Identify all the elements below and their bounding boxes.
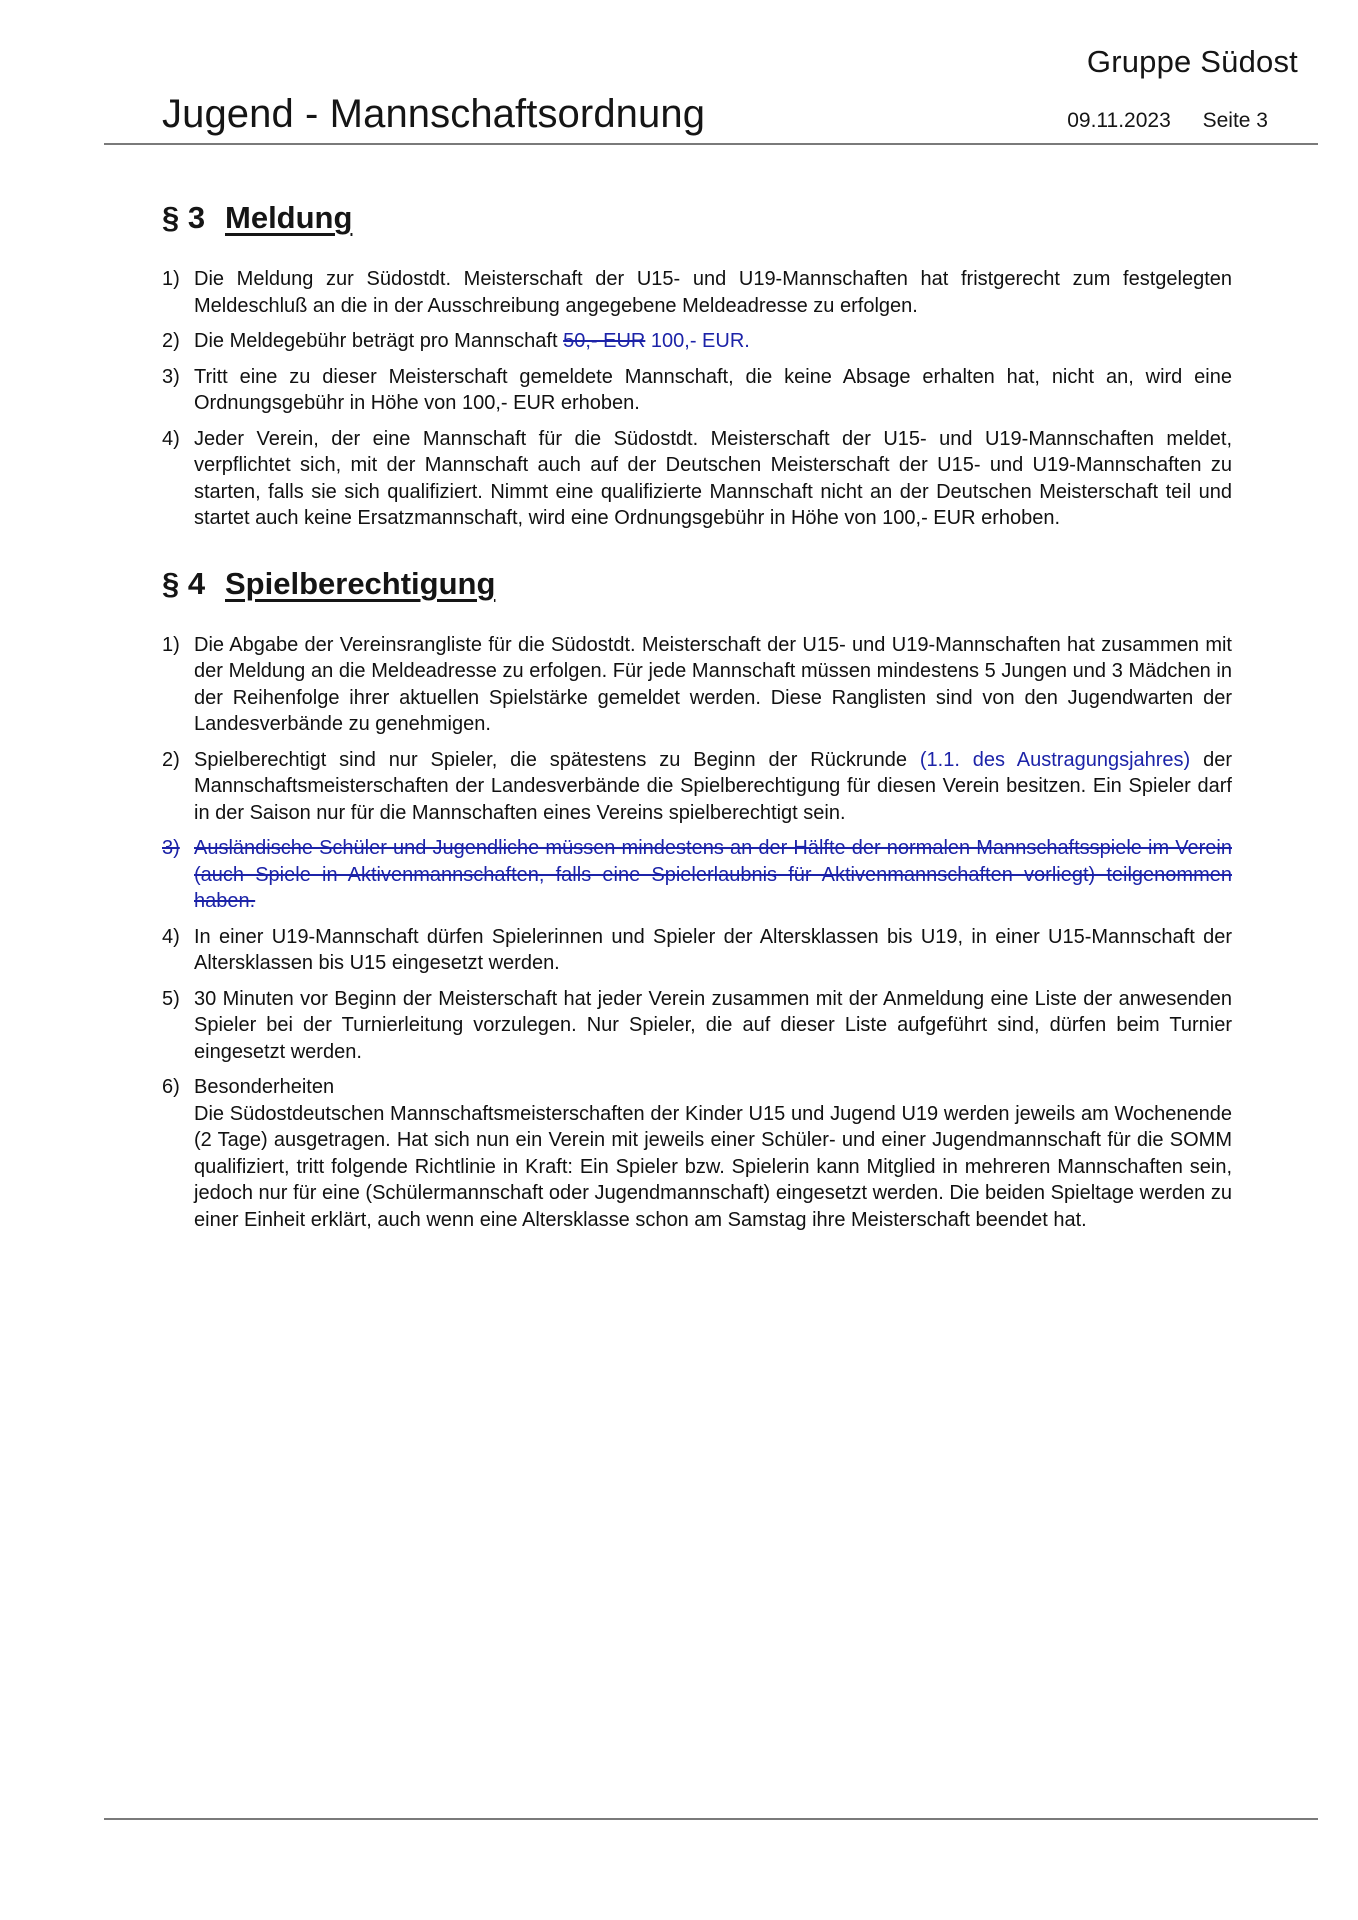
clause-item <box>162 632 1232 738</box>
paragraph-symbol: § 4 <box>162 565 206 601</box>
clause-item <box>162 747 1232 827</box>
clause-item <box>162 1074 1232 1233</box>
clause-text-before: Die Meldegebühr beträgt pro Mannschaft <box>194 330 564 352</box>
footer-divider <box>104 1818 1318 1820</box>
clause-number: 4) <box>162 427 180 450</box>
clause-number: 4) <box>162 925 180 948</box>
clause-number: 2) <box>162 330 180 352</box>
clause-number: 3) <box>162 837 180 859</box>
clause-item <box>162 328 1232 355</box>
clause-item <box>162 266 1232 319</box>
section-heading <box>162 200 1232 244</box>
section-heading <box>162 566 1232 610</box>
clause-subheading: Besonderheiten <box>194 1076 335 1098</box>
paragraph-symbol: § 3 <box>162 200 206 235</box>
clause-text: Die Abgabe der Vereinsrangliste für die Südostdt. Meisterschaft der U15- und U19-Mannschaften hat zusammen mit der Meldung an die Meldeadresse zu erfolgen. Für jede Mannschaft müssen mindestens 5 Jungen und 3 Mädchen in der Reihenfolge ihrer aktuellen Spielstärke gemeldet werden. Diese Ranglisten sind von den Jugendwarten der Landesverbände zu genehmigen. <box>194 633 1232 735</box>
clause-number: 1) <box>162 268 180 290</box>
clause-body <box>194 1074 1232 1233</box>
clause-text: Die Meldung zur Südostdt. Meisterschaft der U15- und U19-Mannschaften hat fristgerecht zum festgelegten Meldeschluß an die in der Ausschreibung angegebene Meldeadresse zu erfolgen. <box>194 268 1232 317</box>
clause-text: Die Südostdeutschen Mannschaftsmeisterschaften der Kinder U15 und Jugend U19 werden jeweils am Wochenende (2 Tage) ausgetragen. Hat sich nun ein Verein mit jeweils einer Schüler- und einer Jugendmannschaft für die SOMM qualifiziert, tritt folgende Richtlinie in Kraft: Ein Spieler bzw. Spielerin kann Mitglied in mehreren Mannschaften sein, jedoch nur für eine (Schülermannschaft oder Jugendmannschaft) eingesetzt werden. Die beiden Spieltage werden zu einer Einheit erklärt, auch wenn eine Altersklasse schon am Samstag ihre Meisterschaft beendet hat. <box>194 1102 1232 1231</box>
clause-number: 1) <box>162 633 180 656</box>
page-header <box>0 0 1358 150</box>
inserted-revision: 100,- EUR. <box>645 330 750 352</box>
clause-number: 2) <box>162 748 180 771</box>
section-meldung <box>162 200 1232 532</box>
clause-number: 6) <box>162 1076 180 1098</box>
clause-text <box>194 747 1232 827</box>
header-divider <box>104 143 1318 145</box>
inserted-revision: (1.1. des Austragungsjahres) <box>919 748 1191 771</box>
clause-text-before: Spielberechtigt sind nur Spieler, die spätestens zu Beginn der Rückrunde <box>194 748 920 771</box>
document-body <box>162 200 1232 1242</box>
deleted-clause-text: Ausländische Schüler und Jugendliche müssen mindestens an der Hälfte der normalen Mannschaftsspiele im Verein (auch Spiele in Aktivenmannschaften, falls eine Spielerlaubnis für Aktivenmannschaften vorliegt) teilgenommen haben. <box>194 837 1232 912</box>
clause-item <box>162 986 1232 1066</box>
section-title: Spielberechtigung <box>225 565 496 601</box>
organization-name: Gruppe Südost <box>1086 44 1298 79</box>
clause-number: 5) <box>162 987 180 1010</box>
clause-text-after: der Mannschaftsmeisterschaften der Landesverbände die Spielberechtigung für diesen Verein besitzen. Ein Spieler darf in der Saison nur für die Mannschaften eines Vereins spielberechtigt sein. <box>194 748 1233 824</box>
section-spielberechtigung <box>162 566 1232 1234</box>
document-meta <box>1067 109 1268 133</box>
document-date: 09.11.2023 <box>1067 109 1171 132</box>
document-title: Jugend - Mannschaftsordnung <box>162 92 706 136</box>
clause-text: Jeder Verein, der eine Mannschaft für die Südostdt. Meisterschaft der U15- und U19-Mannschaften meldet, verpflichtet sich, mit der Mannschaft auch auf der Deutschen Meisterschaft der U15- und U19-Mannschaften zu starten, falls sie sich qualifiziert. Nimmt eine qualifizierte Mannschaft nicht an der Deutschen Meisterschaft teil und startet auch keine Ersatzmannschaft, wird eine Ordnungsgebühr in Höhe von 100,- EUR erhoben. <box>194 427 1232 529</box>
clause-text <box>194 328 1232 355</box>
clause-item <box>162 426 1232 532</box>
deleted-clause-item <box>162 835 1232 915</box>
clause-item <box>162 924 1232 977</box>
clause-number: 3) <box>162 365 180 388</box>
clause-item <box>162 364 1232 417</box>
clause-list <box>162 632 1232 1234</box>
clause-text: Tritt eine zu dieser Meisterschaft gemeldete Mannschaft, die keine Absage erhalten hat, nicht an, wird eine Ordnungsgebühr in Höhe von 100,- EUR erhoben. <box>194 365 1232 414</box>
clause-list <box>162 266 1232 532</box>
page-number: Seite 3 <box>1202 109 1268 132</box>
section-title: Meldung <box>225 200 353 235</box>
clause-text: In einer U19-Mannschaft dürfen Spielerinnen und Spieler der Altersklassen bis U19, in einer U15-Mannschaft der Altersklassen bis U15 eingesetzt werden. <box>194 925 1232 974</box>
clause-text: 30 Minuten vor Beginn der Meisterschaft hat jeder Verein zusammen mit der Anmeldung eine Liste der anwesenden Spieler bei der Turnierleitung vorzulegen. Nur Spieler, die auf dieser Liste aufgeführt sind, dürfen beim Turnier eingesetzt werden. <box>194 987 1232 1063</box>
deleted-revision: 50,- EUR <box>563 330 646 352</box>
